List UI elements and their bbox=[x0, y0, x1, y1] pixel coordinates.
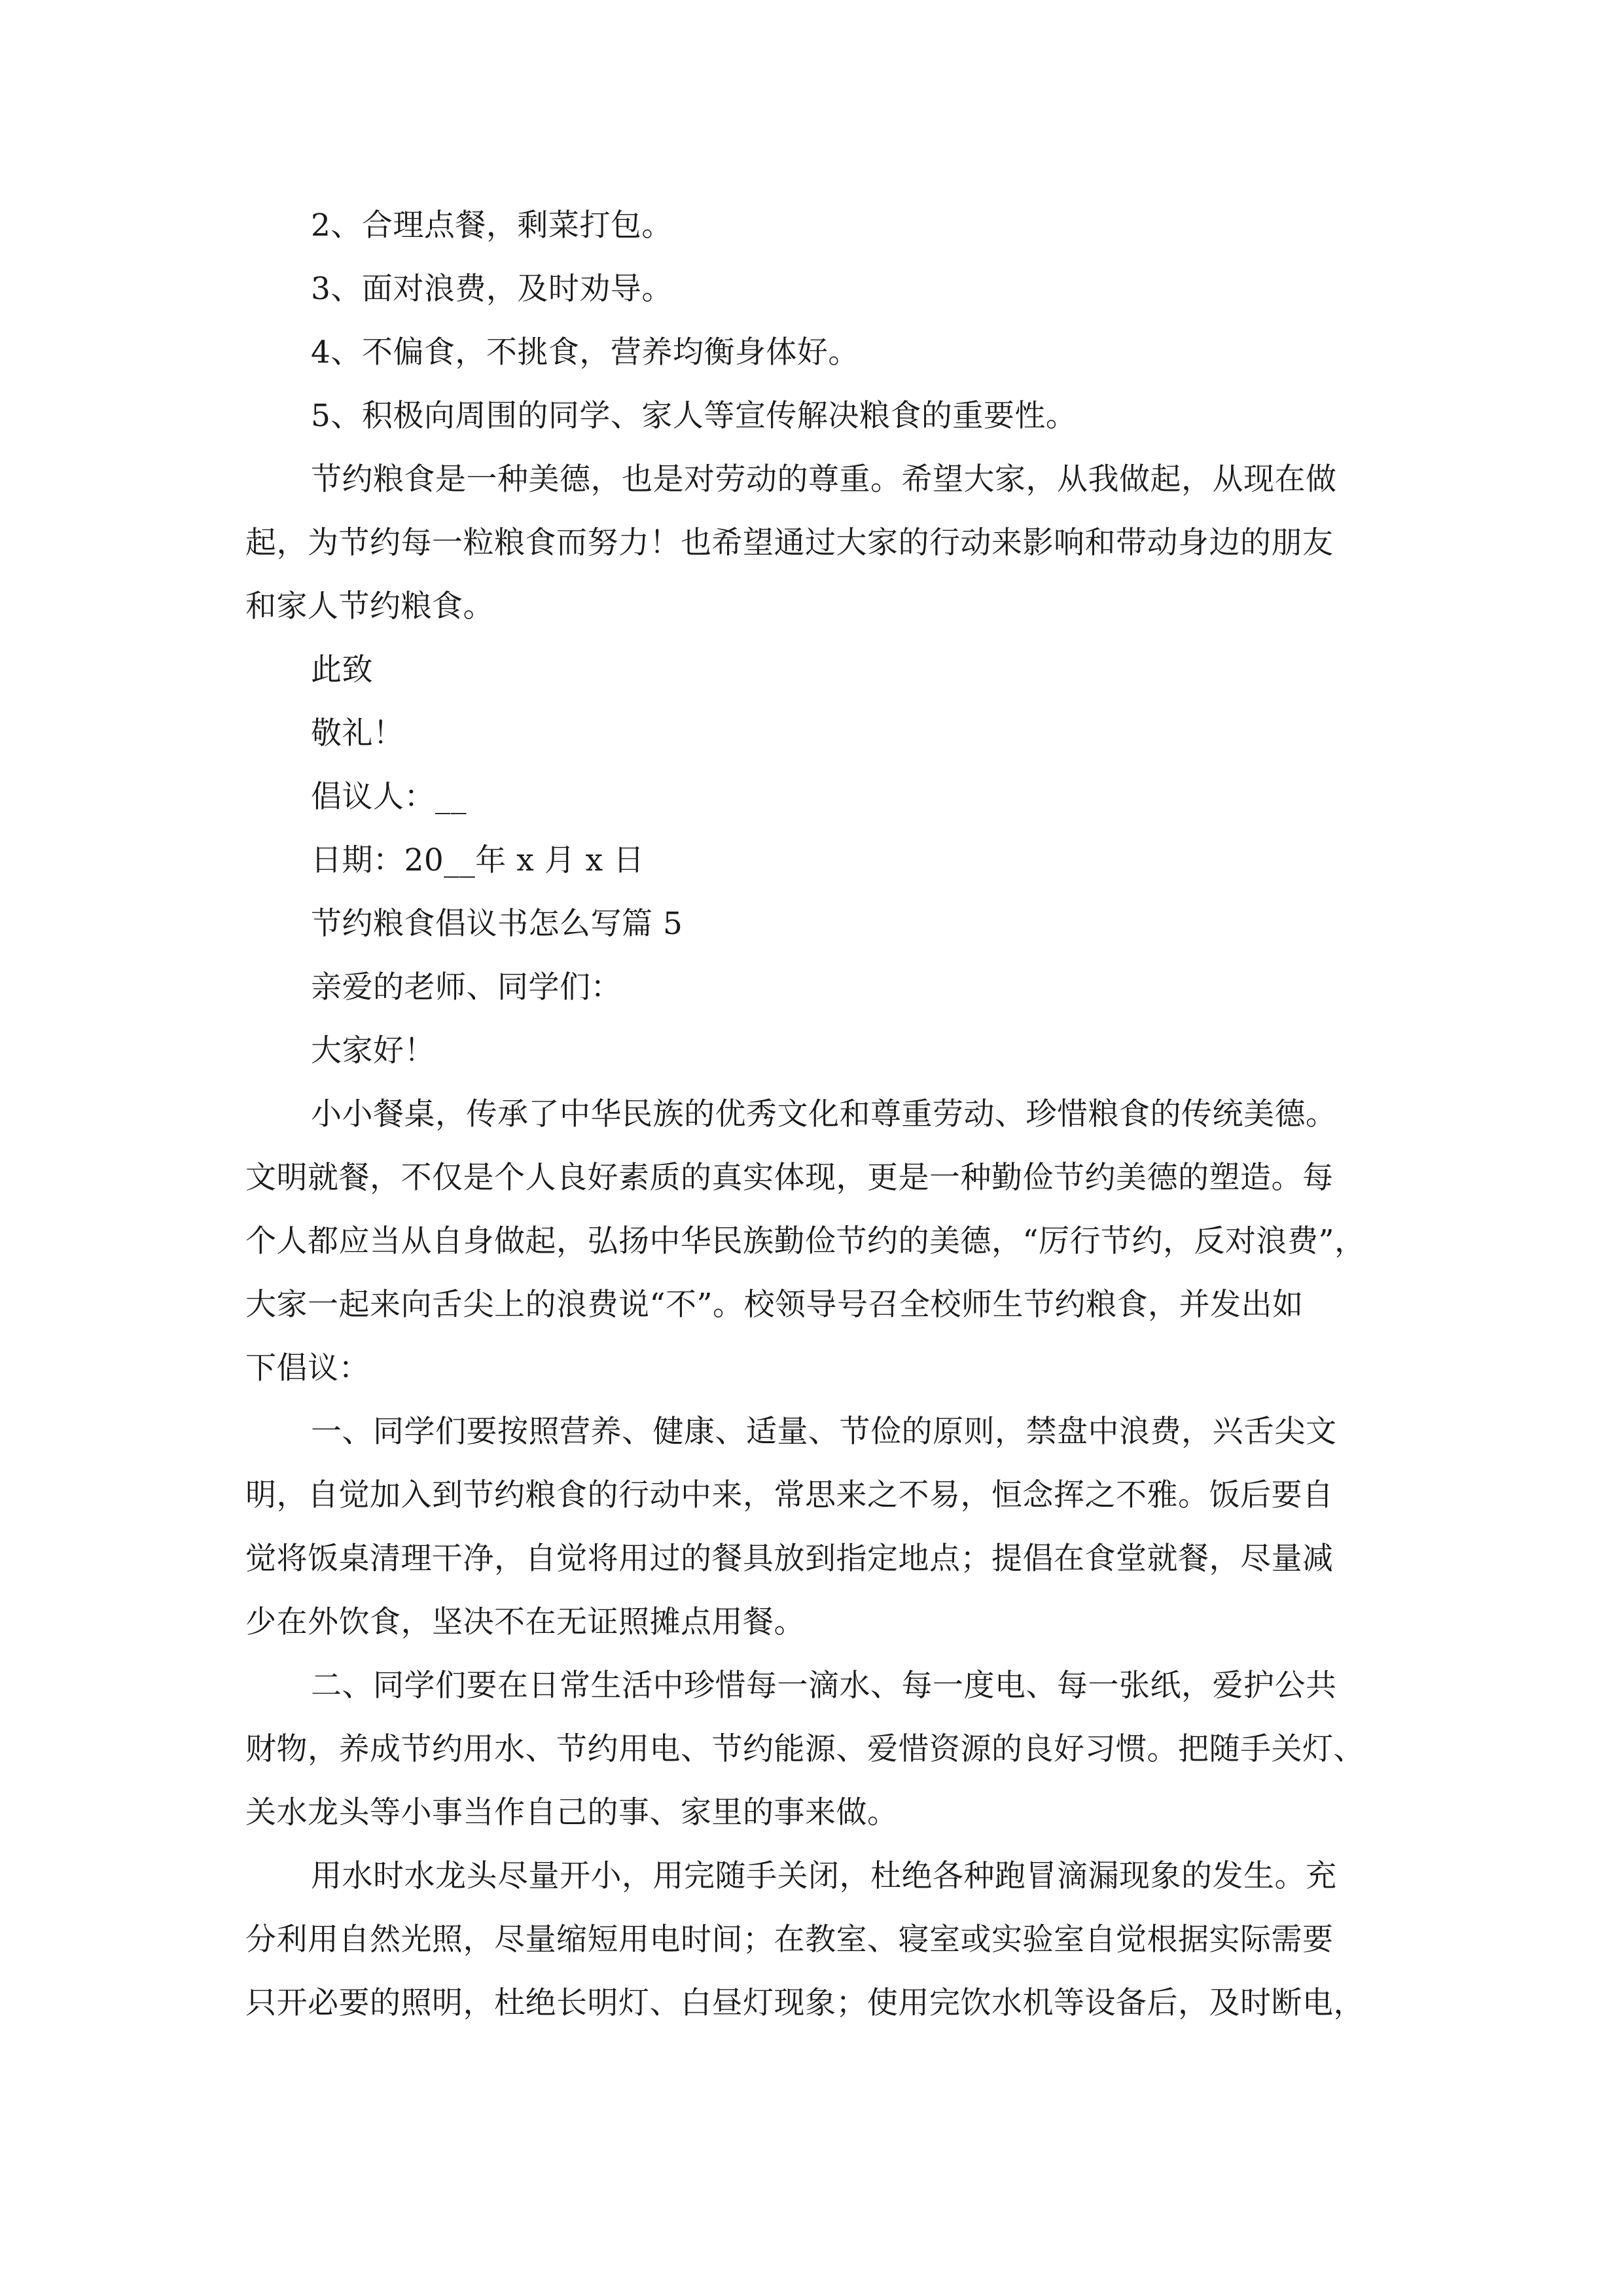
text-line: 用水时水龙头尽量开小，用完随手关闭，杜绝各种跑冒滴漏现象的发生。充 bbox=[311, 1858, 1337, 1894]
text-line: 5、积极向周围的同学、家人等宣传解决粮食的重要性。 bbox=[311, 398, 1077, 434]
text-line: 只开必要的照明，杜绝长明灯、白昼灯现象；使用完饮水机等设备后，及时断电， bbox=[245, 1985, 1364, 2021]
text-line: 敬礼！ bbox=[311, 715, 404, 751]
text-line: 和家人节约粮食。 bbox=[245, 588, 494, 624]
text-line: 3、面对浪费，及时劝导。 bbox=[311, 271, 673, 307]
text-line: 亲爱的老师、同学们： bbox=[311, 969, 622, 1005]
text-line: 觉将饭桌清理干净，自觉将用过的餐具放到指定地点；提倡在食堂就餐，尽量减 bbox=[245, 1541, 1334, 1577]
text-line: 节约粮食是一种美德，也是对劳动的尊重。希望大家，从我做起，从现在做 bbox=[311, 461, 1337, 497]
text-line: 日期：20__年 x 月 x 日 bbox=[311, 842, 645, 878]
text-line: 关水龙头等小事当作自己的事、家里的事来做。 bbox=[245, 1795, 899, 1831]
text-line: 起，为节约每一粒粮食而努力！也希望通过大家的行动来影响和带动身边的朋友 bbox=[245, 525, 1334, 561]
text-line: 此致 bbox=[311, 652, 373, 688]
text-line: 明，自觉加入到节约粮食的行动中来，常思来之不易，恒念挥之不雅。饭后要自 bbox=[245, 1477, 1334, 1513]
text-line: 大家一起来向舌尖上的浪费说“不”。校领导号召全校师生节约粮食，并发出如 bbox=[245, 1287, 1304, 1323]
text-line: 文明就餐，不仅是个人良好素质的真实体现，更是一种勤俭节约美德的塑造。每 bbox=[245, 1160, 1334, 1196]
text-line: 分利用自然光照，尽量缩短用电时间；在教室、寝室或实验室自觉根据实际需要 bbox=[245, 1922, 1334, 1958]
text-line: 个人都应当从自身做起，弘扬中华民族勤俭节约的美德，“厉行节约，反对浪费”， bbox=[245, 1223, 1366, 1259]
text-line: 一、同学们要按照营养、健康、适量、节俭的原则，禁盘中浪费，兴舌尖文 bbox=[311, 1414, 1337, 1450]
document-page bbox=[245, 194, 1381, 2035]
text-line: 节约粮食倡议书怎么写篇 5 bbox=[311, 906, 683, 942]
text-line: 倡议人：__ bbox=[311, 779, 467, 815]
text-line: 少在外饮食，坚决不在无证照摊点用餐。 bbox=[245, 1604, 805, 1640]
text-line: 财物，养成节约用水、节约用电、节约能源、爱惜资源的良好习惯。把随手关灯、 bbox=[245, 1731, 1364, 1767]
text-line: 2、合理点餐，剩菜打包。 bbox=[311, 207, 673, 243]
text-line: 小小餐桌，传承了中华民族的优秀文化和尊重劳动、珍惜粮食的传统美德。 bbox=[311, 1096, 1337, 1132]
text-line: 大家好！ bbox=[311, 1033, 435, 1069]
text-line: 4、不偏食，不挑食，营养均衡身体好。 bbox=[311, 334, 859, 370]
text-line: 下倡议： bbox=[245, 1350, 370, 1386]
text-line: 二、同学们要在日常生活中珍惜每一滴水、每一度电、每一张纸，爱护公共 bbox=[311, 1668, 1337, 1704]
